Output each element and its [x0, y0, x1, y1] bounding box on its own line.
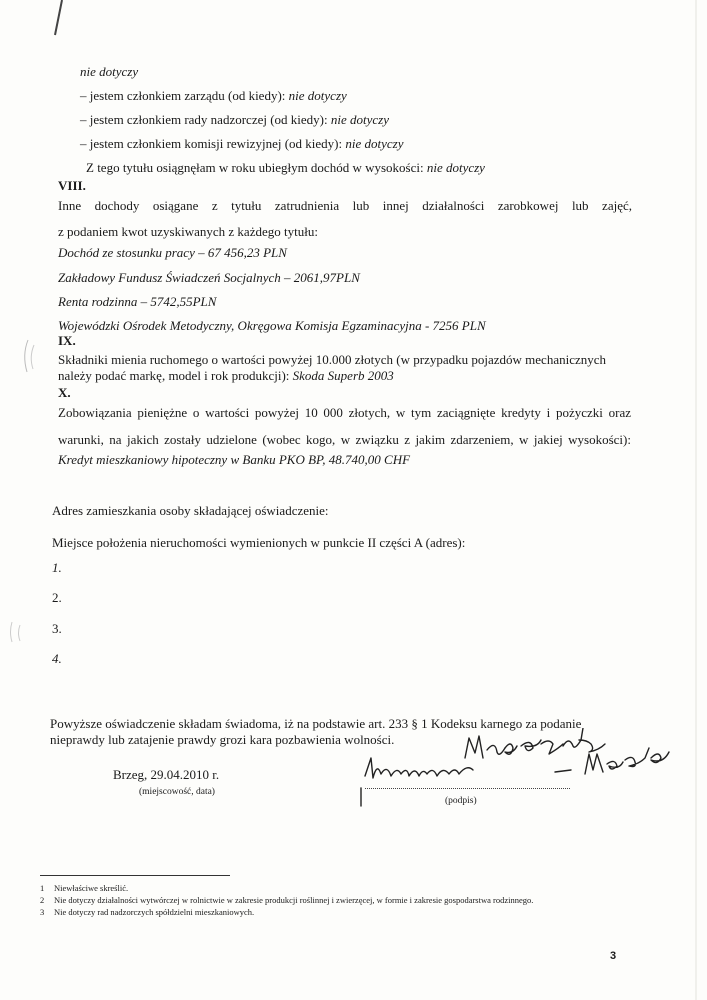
property-location-label: Miejsce położenia nieruchomości wymienionych w punkcie II części A (adres): — [52, 535, 466, 550]
residence-address-label: Adres zamieszkania osoby składającej oświadczenie: — [52, 503, 329, 518]
section-x-value: Kredyt mieszkaniowy hipoteczny w Banku PKO BP, 48.740,00 CHF — [58, 452, 411, 467]
income-entry-exam-commission: Wojewódzki Ośrodek Metodyczny, Okręgowa Komisja Egzaminacyjna - 7256 PLN — [58, 318, 486, 333]
page-number: 3 — [610, 950, 617, 962]
income-entry-family-pension: Renta rodzinna – 5742,55PLN — [58, 294, 217, 309]
previous-section-answer: nie dotyczy — [80, 64, 139, 79]
section-x-text-line1: Zobowiązania pieniężne o wartości powyżej 10 000 złotych, w tym zaciągnięte kredyty i pożyczki oraz — [58, 405, 631, 420]
income-value: nie dotyczy — [426, 160, 485, 175]
supervisory-board-item — [80, 112, 389, 128]
footnote-separator — [40, 875, 230, 876]
footnote-2-text: Nie dotyczy działalności wytwórczej w rolnictwie w zakresie produkcji roślinnej i zwierzęcej, w formie i zakresie gospodarstwa rodzinnego. — [54, 895, 534, 905]
footnote-1-number: 1 — [40, 883, 45, 893]
place-date-caption: (miejscowość, data) — [139, 787, 215, 797]
section-x-heading: X. — [58, 385, 71, 400]
declaration-line1: Powyższe oświadczenie składam świadoma, iż na podstawie art. 233 § 1 Kodeksu karnego za podanie — [50, 716, 582, 731]
section-x-text-line2: warunki, na jakich zostały udzielone (wobec kogo, w związku z jakim zdarzeniem, w jakiej wysokości): — [58, 432, 631, 447]
income-entry-employment: Dochód ze stosunku pracy – 67 456,23 PLN — [58, 245, 287, 260]
section-ix-text-line1: Składniki mienia ruchomego o wartości powyżej 10.000 złotych (w przypadku pojazdów mechanicznych — [58, 352, 607, 367]
signature-caption: (podpis) — [445, 796, 477, 806]
footnote-3-number: 3 — [40, 907, 45, 917]
footnote-2-number: 2 — [40, 895, 45, 905]
place-and-date: Brzeg, 29.04.2010 r. — [113, 767, 220, 782]
property-item-2: 2. — [52, 590, 62, 605]
section-ix-heading: IX. — [58, 333, 76, 348]
footnote-3 — [40, 907, 254, 917]
section-viii-text-line1: Inne dochody osiągane z tytułu zatrudnienia lub innej działalności zarobkowej lub zajęć, — [58, 198, 632, 213]
supervisory-board-value: nie dotyczy — [330, 112, 389, 127]
footnote-1 — [40, 883, 128, 893]
handwritten-signature — [355, 728, 700, 808]
section-viii-text-line2: z podaniem kwot uzyskiwanych z każdego tytułu: — [58, 224, 318, 239]
audit-committee-label: – jestem członkiem komisji rewizyjnej (od kiedy): — [80, 136, 343, 151]
management-board-item — [80, 88, 347, 104]
management-board-label: – jestem członkiem zarządu (od kiedy): — [80, 88, 286, 103]
section-ix-value: Skoda Superb 2003 — [292, 368, 394, 383]
footnote-1-text: Niewłaściwe skreślić. — [54, 883, 129, 893]
declaration-line2: nieprawdy lub zatajenie prawdy grozi kara pozbawienia wolności. — [50, 732, 395, 747]
supervisory-board-label: – jestem członkiem rady nadzorczej (od kiedy): — [80, 112, 328, 127]
section-viii-heading: VIII. — [58, 178, 86, 193]
income-statement — [86, 160, 485, 176]
property-item-4: 4. — [52, 651, 62, 666]
income-label: Z tego tytułu osiągnęłam w roku ubiegłym dochód w wysokości: — [86, 160, 424, 175]
footnote-3-text: Nie dotyczy rad nadzorczych spółdzielni mieszkaniowych. — [54, 907, 255, 917]
property-item-1: 1. — [52, 560, 62, 575]
audit-committee-item — [80, 136, 403, 152]
property-item-3: 3. — [52, 621, 62, 636]
section-ix-text-line2-label: należy podać markę, model i rok produkcji): — [58, 368, 290, 383]
section-ix-text-line2 — [58, 368, 394, 384]
management-board-value: nie dotyczy — [288, 88, 347, 103]
income-entry-social-fund: Zakładowy Fundusz Świadczeń Socjalnych – 2061,97PLN — [58, 270, 360, 285]
audit-committee-value: nie dotyczy — [345, 136, 404, 151]
footnote-2 — [40, 895, 533, 905]
